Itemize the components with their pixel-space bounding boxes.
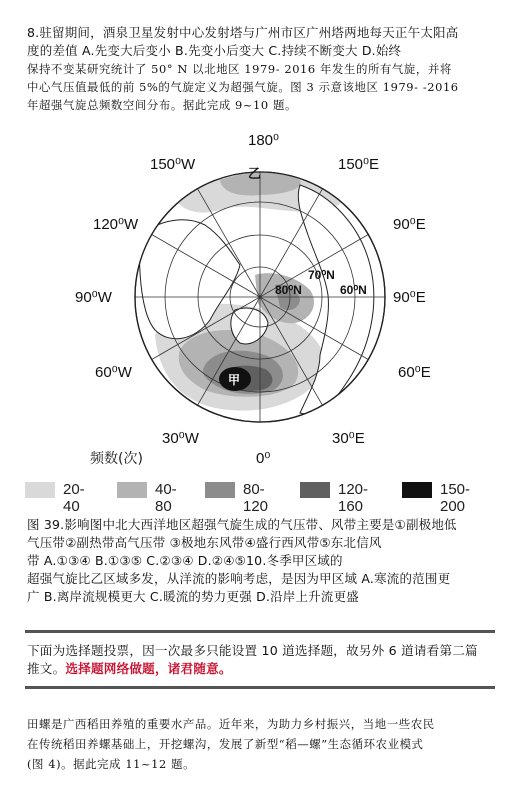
lon-label-60w: 60⁰W [95, 364, 132, 381]
q11-line-3: (图 4)。据此完成 11~12 题。 [27, 757, 196, 771]
q39-line-1: 图 39.影响图中北大西洋地区超强气旋生成的气压带、风带主要是①副极地低 [27, 517, 457, 532]
notice-red-text: 选择题网络做题，诸君随意。 [65, 661, 232, 676]
lon-label-150w: 150⁰W [150, 156, 196, 173]
notice-line-1: 下面为选择题投票，因一次最多只能设置 10 道选择题，故另外 6 道请看第二篇 [27, 643, 478, 658]
legend-swatch-3 [205, 482, 235, 498]
legend-title: 频数(次) [90, 451, 143, 467]
lon-label-150e: 150⁰E [338, 156, 380, 173]
lon-label-180: 180⁰ [248, 132, 280, 149]
q8-line-4: 中心气压值最低的前 5%的气旋定义为超强气旋。图 3 示意该地区 1979- -2016 [27, 80, 459, 94]
question-8-block [27, 24, 505, 114]
lon-label-90e: 90⁰E [393, 289, 426, 306]
lon-label-30w: 30⁰W [162, 430, 199, 447]
lon-label-90e-top: 90⁰E [393, 216, 426, 233]
lat-label-60n: 60⁰N [340, 283, 367, 297]
lon-label-30e: 30⁰E [332, 430, 365, 447]
q39-line-5: 广 B.离岸流规模更大 C.暖流的势力更强 D.沿岸上升流更盛 [27, 589, 359, 604]
legend-label-3: 80-120 [243, 481, 269, 515]
legend-swatch-4 [300, 482, 330, 498]
lon-label-90w: 90⁰W [75, 289, 112, 306]
q39-line-4: 超强气旋比乙区域多发，从洋流的影响考虑，是因为甲区域 A.寒流的范围更 [27, 571, 451, 586]
q11-line-2: 在传统稻田养螺基础上，开挖螺沟，发展了新型“稻—螺”生态循环农业模式 [27, 737, 424, 751]
polar-cyclone-map [70, 125, 450, 475]
legend-swatch-1 [25, 482, 55, 498]
legend-label-5: 150-200 [440, 481, 471, 515]
legend-label-2: 40-80 [155, 481, 177, 515]
notice-block [27, 642, 505, 678]
q39-line-3: 带 A.①③④ B.①③⑤ C.②③④ D.②④⑤10.冬季甲区域的 [27, 553, 343, 568]
region-yi-label: 乙 [248, 167, 262, 182]
lat-label-70n: 70⁰N [308, 268, 335, 282]
q39-line-2: 气压带②副热带高气压带 ③极地东风带④盛行西风带⑤东北信风 [27, 535, 382, 550]
legend-swatch-2 [117, 482, 147, 498]
region-jia-label: 甲 [228, 373, 241, 387]
q8-line-5: 年超强气旋总频数空间分布。据此完成 9~10 题。 [27, 98, 297, 112]
lat-label-80n: 80⁰N [275, 283, 302, 297]
legend-swatch-5 [402, 482, 432, 498]
q11-line-1: 田螺是广西稻田养殖的重要水产品。近年来，为助力乡村振兴，当地一些农民 [27, 717, 435, 731]
question-39-block [27, 516, 505, 606]
legend-label-1: 20-40 [63, 481, 85, 515]
q8-line-1: 8.驻留期间，酒泉卫星发射中心发射塔与广州市区广州塔两地每天正午太阳高 [27, 25, 459, 40]
lon-label-0: 0⁰ [256, 450, 271, 467]
q8-line-2: 度的差值 A.先变大后变小 B.先变小后变大 C.持续不断变大 D.始终 [27, 43, 402, 58]
q8-line-3: 保持不变某研究统计了 50° N 以北地区 1979- 2016 年发生的所有气旋，并将 [27, 62, 452, 76]
notice-prefix: 推文。 [27, 661, 66, 676]
lon-label-60e: 60⁰E [398, 364, 431, 381]
notice-line-2 [27, 660, 505, 678]
divider-top [25, 630, 495, 633]
question-11-block [27, 714, 505, 774]
divider-bottom [25, 686, 495, 689]
lon-label-120w: 120⁰W [93, 216, 139, 233]
legend-label-4: 120-160 [338, 481, 369, 515]
